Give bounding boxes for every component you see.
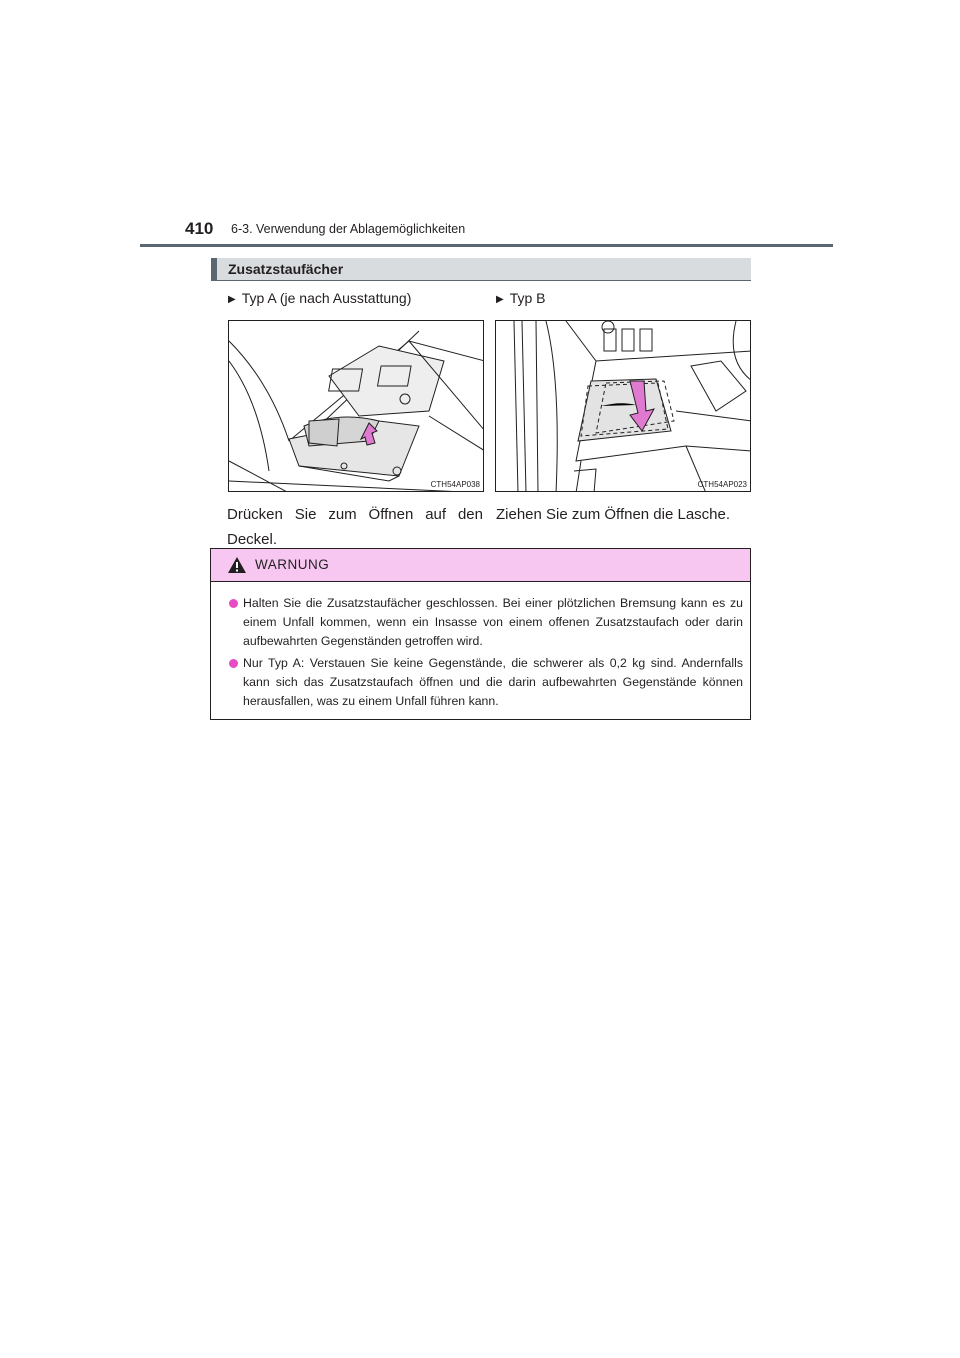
triangle-bullet-icon: ▶ [228, 294, 236, 305]
lower-panel-illustration [496, 321, 751, 492]
warning-item-text: Halten Sie die Zusatzstaufächer geschlossen. Bei einer plötzlichen Bremsung kann es zu einem Unfall kommen, wenn ein Insasse von einem offenen Zusatzstaufach oder darin aufbewahrten Gegenständen getroffen wird. [243, 596, 743, 648]
warning-list [229, 594, 743, 714]
header-rule [140, 244, 833, 247]
warning-item [229, 654, 743, 711]
variant-b-label-text: Typ B [509, 290, 546, 306]
figure-type-b [495, 320, 751, 492]
warning-header [211, 549, 750, 582]
variant-a-label [228, 290, 411, 306]
section-heading-bar [211, 258, 751, 281]
caption-type-b: Ziehen Sie zum Öffnen die Lasche. [496, 506, 731, 523]
variant-a-label-text: Typ A (je nach Ausstattung) [241, 290, 412, 306]
triangle-bullet-icon: ▶ [496, 294, 504, 305]
figure-type-a [228, 320, 484, 492]
caption-type-a: Drücken Sie zum Öffnen auf den Deckel. [227, 506, 483, 548]
bullet-dot-icon [229, 659, 238, 668]
warning-item [229, 594, 743, 651]
page-number: 410 [185, 219, 214, 238]
chapter-title: 6-3. Verwendung der Ablagemöglichkeiten [231, 222, 466, 236]
warning-title: WARNUNG [255, 557, 330, 572]
figure-code-b: CTH54AP023 [697, 480, 747, 489]
section-title: Zusatzstaufächer [228, 261, 344, 277]
figure-code-a: CTH54AP038 [430, 480, 480, 489]
warning-box [210, 548, 751, 720]
warning-item-text: Nur Typ A: Verstauen Sie keine Gegenstände, die schwerer als 0,2 kg sind. Andernfalls kann sich das Zusatzstaufach öffnen und die darin aufbewahrten Gegenstände können herausfallen, was zu einem Unfall führen kann. [243, 656, 743, 708]
variant-b-label [496, 290, 546, 306]
bullet-dot-icon [229, 599, 238, 608]
overhead-console-illustration [229, 321, 484, 492]
warning-triangle-icon [228, 557, 246, 573]
